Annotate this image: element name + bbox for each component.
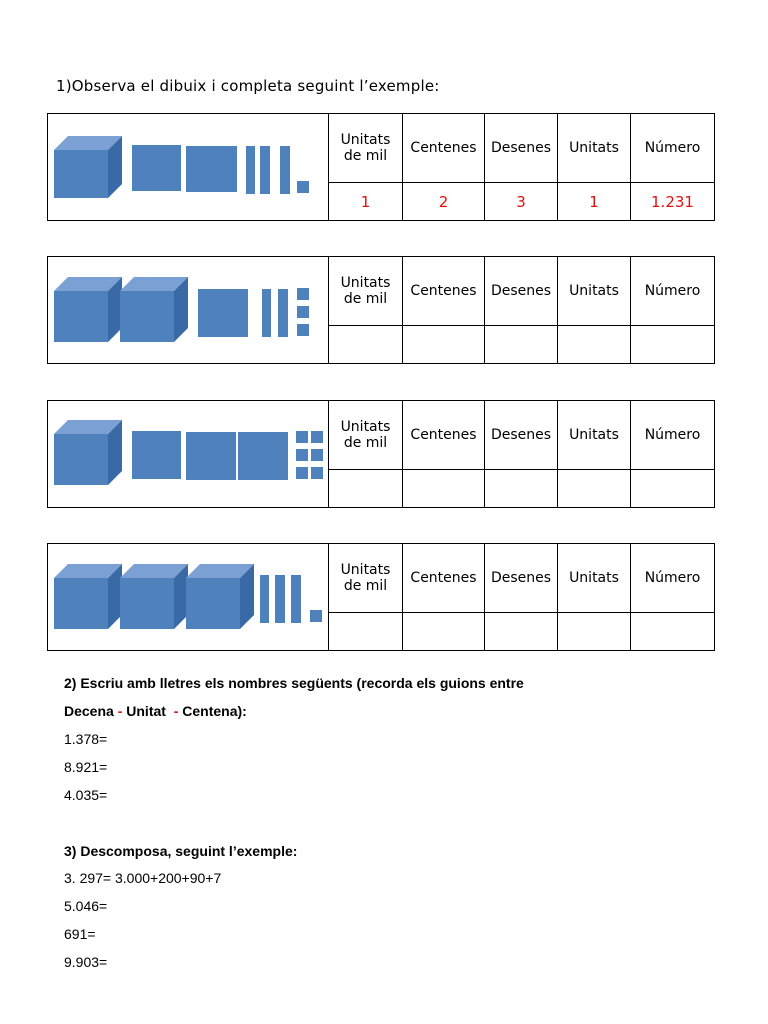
header-desenes: Desenes	[485, 257, 558, 326]
exercise2-item: 4.035=	[64, 787, 108, 803]
header-numero: Número	[631, 401, 715, 470]
header-unitats-de-mil: Unitats de mil	[329, 257, 403, 326]
answer-cell-unitats[interactable]	[558, 470, 631, 508]
header-unitats-de-mil: Unitats de mil	[329, 544, 403, 613]
cell-unitats: 1	[558, 183, 631, 221]
answer-cell-centenes[interactable]	[403, 326, 485, 364]
answer-cell-unitats[interactable]	[558, 326, 631, 364]
answer-cell-numero[interactable]	[631, 326, 715, 364]
base-ten-blocks-picture	[48, 114, 329, 221]
exercise3-item: 9.903=	[64, 954, 108, 970]
cell-unitats-de-mil: 1	[329, 183, 403, 221]
exercise3-item: 5.046=	[64, 898, 108, 914]
answer-cell-unitats-de-mil[interactable]	[329, 326, 403, 364]
base-ten-blocks-picture	[48, 544, 329, 651]
header-numero: Número	[631, 114, 715, 183]
header-unitats-de-mil: Unitats de mil	[329, 114, 403, 183]
exercise2-title-line1: 2) Escriu amb lletres els nombres següents (recorda els guions entre	[64, 675, 524, 691]
blocks-image-2	[48, 257, 329, 363]
blocks-image-1	[48, 114, 329, 220]
title-part-centena: Centena):	[182, 703, 247, 719]
place-value-table-3	[47, 400, 715, 508]
separator-dash: -	[173, 703, 179, 719]
exercise1-title: 1)Observa el dibuix i completa seguint l’exemple:	[56, 77, 440, 95]
exercise3-title: 3) Descomposa, seguint l’exemple:	[64, 843, 298, 859]
header-centenes: Centenes	[403, 114, 485, 183]
header-numero: Número	[631, 544, 715, 613]
cell-desenes: 3	[485, 183, 558, 221]
answer-cell-numero[interactable]	[631, 470, 715, 508]
answer-cell-centenes[interactable]	[403, 470, 485, 508]
exercise2-item: 1.378=	[64, 731, 108, 747]
answer-cell-unitats[interactable]	[558, 613, 631, 651]
cell-numero: 1.231	[631, 183, 715, 221]
cell-centenes: 2	[403, 183, 485, 221]
header-desenes: Desenes	[485, 544, 558, 613]
answer-cell-centenes[interactable]	[403, 613, 485, 651]
separator-dash: -	[117, 703, 123, 719]
answer-cell-numero[interactable]	[631, 613, 715, 651]
title-part-decena: Decena	[64, 703, 114, 719]
answer-cell-desenes[interactable]	[485, 613, 558, 651]
header-centenes: Centenes	[403, 257, 485, 326]
place-value-table-4	[47, 543, 715, 651]
answer-cell-unitats-de-mil[interactable]	[329, 613, 403, 651]
header-centenes: Centenes	[403, 401, 485, 470]
place-value-table-1	[47, 113, 715, 221]
header-desenes: Desenes	[485, 401, 558, 470]
header-unitats-de-mil: Unitats de mil	[329, 401, 403, 470]
header-unitats: Unitats	[558, 257, 631, 326]
answer-cell-unitats-de-mil[interactable]	[329, 470, 403, 508]
place-value-table-2	[47, 256, 715, 364]
header-unitats: Unitats	[558, 114, 631, 183]
header-unitats: Unitats	[558, 544, 631, 613]
exercise3-item: 691=	[64, 926, 96, 942]
exercise2-item: 8.921=	[64, 759, 108, 775]
blocks-image-3	[48, 401, 329, 507]
title-part-unitat: Unitat	[126, 703, 166, 719]
base-ten-blocks-picture	[48, 257, 329, 364]
exercise2-title-line2	[64, 703, 247, 719]
header-centenes: Centenes	[403, 544, 485, 613]
blocks-image-4	[48, 544, 329, 650]
exercise3-example: 3. 297= 3.000+200+90+7	[64, 870, 222, 886]
header-desenes: Desenes	[485, 114, 558, 183]
header-numero: Número	[631, 257, 715, 326]
base-ten-blocks-picture	[48, 401, 329, 508]
answer-cell-desenes[interactable]	[485, 470, 558, 508]
answer-cell-desenes[interactable]	[485, 326, 558, 364]
header-unitats: Unitats	[558, 401, 631, 470]
